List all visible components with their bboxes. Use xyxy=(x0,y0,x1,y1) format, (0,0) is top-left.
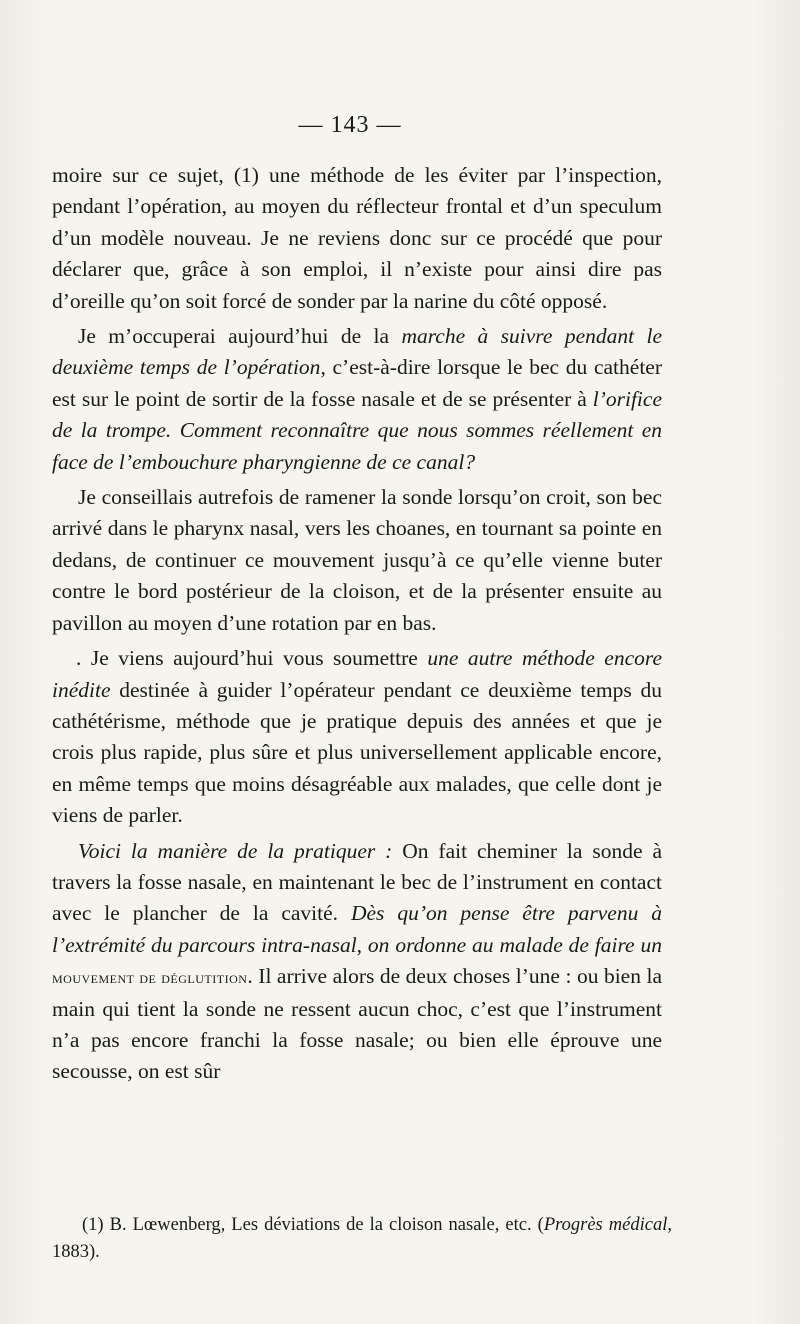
footnote xyxy=(52,1212,672,1266)
paragraph-2-text-c: , c’est-à-dire lorsque le bec du cathéter est sur le point de sortir de la fosse nasale et de se présenter à xyxy=(52,355,662,411)
paragraph-5-smallcaps-d: mouvement de déglutition xyxy=(52,968,248,988)
paragraph-2 xyxy=(52,321,662,478)
footnote-1 xyxy=(52,1212,672,1266)
paragraph-5-text-b: On fait cheminer la sonde à travers la fosse nasale, en maintenant le bec de l’instrument en contact avec le plancher de la cavité. xyxy=(52,838,662,926)
footnote-text-a: (1) B. Lœwenberg, Les déviations de la cloison nasale, etc. ( xyxy=(82,1215,544,1235)
paragraph-2-italic-d: l’orifice de la trompe. Comment reconnaître que nous sommes réellement en face de l’embouchure pharyngienne de ce canal? xyxy=(52,386,662,474)
paragraph-5 xyxy=(52,836,662,1088)
paragraph-2-italic-b: marche à suivre pendant le deuxième temps de l’opération xyxy=(52,324,662,380)
paragraph-5-italic-c: Dès qu’on pense être parvenu à l’extrémité du parcours intra-nasal, on ordonne au malade de faire un xyxy=(52,901,662,957)
paragraph-4-text-a: . Je viens aujourd’hui vous soumettre xyxy=(76,646,428,671)
paragraph-4 xyxy=(52,643,662,831)
paragraph-5-text-e: . Il arrive alors de deux choses l’une : ou bien la main qui tient la sonde ne ressent aucun choc, c’est que l’instrument n’a pas encore franchi la fosse nasale; ou bien elle éprouve une secousse, on est sûr xyxy=(52,964,663,1084)
footnote-text-c: , 1883). xyxy=(52,1215,672,1262)
footnote-italic-b: Progrès médical xyxy=(543,1215,668,1235)
paragraph-4-italic-b: une autre méthode encore inédite xyxy=(52,646,662,702)
paragraph-5-italic-a: Voici la manière de la pratiquer : xyxy=(78,838,393,863)
body-text xyxy=(52,160,662,1088)
paragraph-1: moire sur ce sujet, (1) une méthode de les éviter par l’inspection, pendant l’opération, au moyen du réflecteur frontal et d’un speculum d’un modèle nouveau. Je ne reviens donc sur ce procédé que pour déclarer que, grâce à son emploi, il n’existe pour ainsi dire pas d’oreille qu’on soit forcé de sonder par la narine du côté opposé. xyxy=(52,163,662,313)
paragraph-2-text-a: Je m’occuperai aujourd’hui de la xyxy=(78,324,402,349)
page-number: — 143 — xyxy=(298,112,402,138)
paragraph-3: Je conseillais autrefois de ramener la sonde lorsqu’on croit, son bec arrivé dans le pharynx nasal, vers les choanes, en tournant sa pointe en dedans, de continuer ce mouvement jusqu’à ce qu’elle vienne buter contre le bord postérieur de la cloison, et de la présenter ensuite au pavillon au moyen d’une rotation par en bas. xyxy=(52,485,662,635)
paragraph-4-text-c: destinée à guider l’opérateur pendant ce deuxième temps du cathétérisme, méthode que je pratique depuis des années et que je crois plus rapide, plus sûre et plus universellement applicable encore, en même temps que moins désagréable aux malades, que celle dont je viens de parler. xyxy=(52,677,662,828)
